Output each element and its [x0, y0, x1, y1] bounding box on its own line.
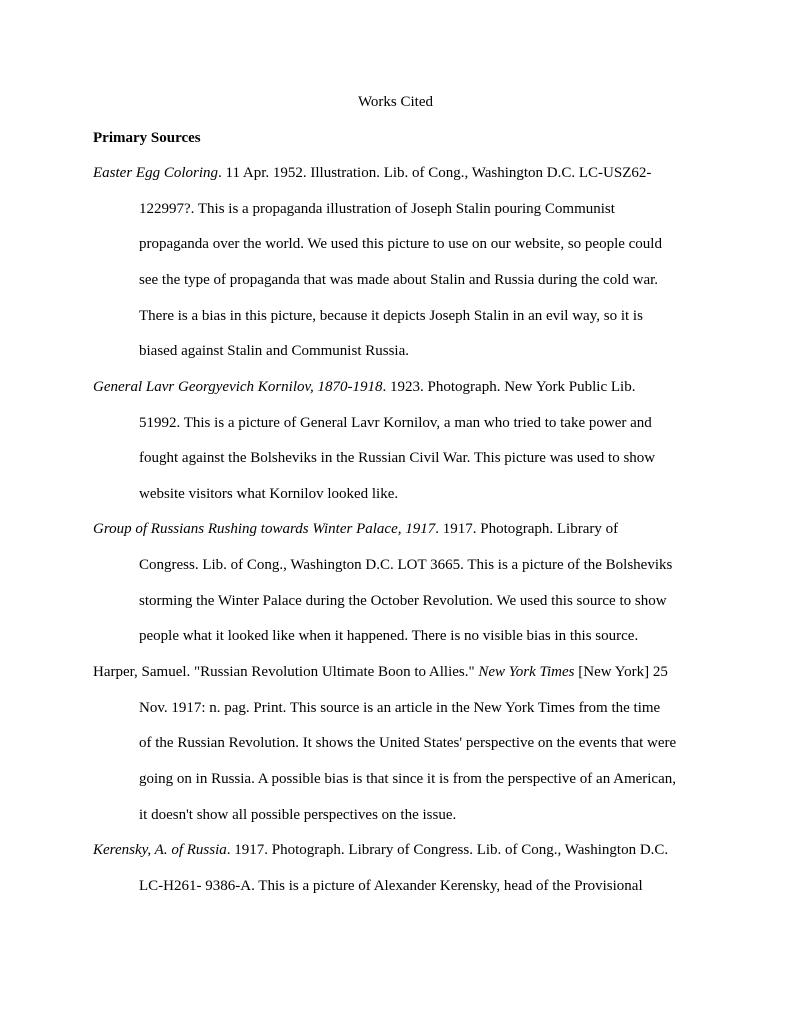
citation-line: biased against Stalin and Communist Russia.: [139, 343, 409, 359]
citation-line: 122997?. This is a propaganda illustration of Joseph Stalin pouring Communist: [139, 201, 615, 217]
citation-line: see the type of propaganda that was made about Stalin and Russia during the cold war.: [139, 272, 659, 288]
citation-line: storming the Winter Palace during the October Revolution. We used this source to show: [139, 593, 667, 609]
citation-text: . 1917. Photograph. Library of Congress. Lib. of Cong., Washington D.C.: [226, 842, 669, 858]
citation-line: Nov. 1917: n. pag. Print. This source is an article in the New York Times from the time: [139, 700, 661, 716]
citation-line: propaganda over the world. We used this picture to use on our website, so people could: [139, 236, 662, 252]
citation-line: going on in Russia. A possible bias is that since it is from the perspective of an American,: [139, 771, 676, 787]
citation-line: fought against the Bolsheviks in the Russian Civil War. This picture was used to show: [139, 450, 656, 466]
citation-title: New York Times: [478, 664, 575, 680]
citation-line: people what it looked like when it happened. There is no visible bias in this source.: [139, 628, 639, 644]
citation-line: of the Russian Revolution. It shows the United States' perspective on the events that were: [139, 735, 677, 751]
citation-line: website visitors what Kornilov looked like.: [139, 486, 399, 502]
citation-entry-first-line: [93, 520, 618, 538]
citation-title: General Lavr Georgyevich Kornilov, 1870-1918: [93, 379, 383, 395]
citation-line: 51992. This is a picture of General Lavr Kornilov, a man who tried to take power and: [139, 415, 652, 431]
citation-line: Congress. Lib. of Cong., Washington D.C. LOT 3665. This is a picture of the Bolsheviks: [139, 557, 673, 573]
citation-entry-first-line: [93, 164, 651, 182]
citation-line: LC-H261- 9386-A. This is a picture of Alexander Kerensky, head of the Provisional: [139, 878, 643, 894]
citation-author: Harper, Samuel. "Russian Revolution Ultimate Boon to Allies.": [93, 664, 479, 680]
citation-title: Kerensky, A. of Russia: [93, 842, 227, 858]
citation-title: Easter Egg Coloring: [93, 165, 219, 181]
citation-entry-first-line: [93, 841, 668, 859]
citation-line: There is a bias in this picture, because it depicts Joseph Stalin in an evil way, so it is: [139, 308, 643, 324]
citation-title: Group of Russians Rushing towards Winter Palace, 1917: [93, 521, 436, 537]
page-title: Works Cited: [357, 94, 434, 110]
section-heading: Primary Sources: [93, 130, 201, 146]
citation-entry-first-line: [93, 378, 635, 396]
citation-entry-first-line: [93, 663, 668, 681]
citation-text: . 1917. Photograph. Library of: [435, 521, 619, 537]
citation-text: . 1923. Photograph. New York Public Lib.: [382, 379, 636, 395]
citation-text: . 11 Apr. 1952. Illustration. Lib. of Cong., Washington D.C. LC-USZ62-: [218, 165, 652, 181]
citation-text: [New York] 25: [574, 664, 668, 680]
citation-line: it doesn't show all possible perspectives on the issue.: [139, 807, 457, 823]
